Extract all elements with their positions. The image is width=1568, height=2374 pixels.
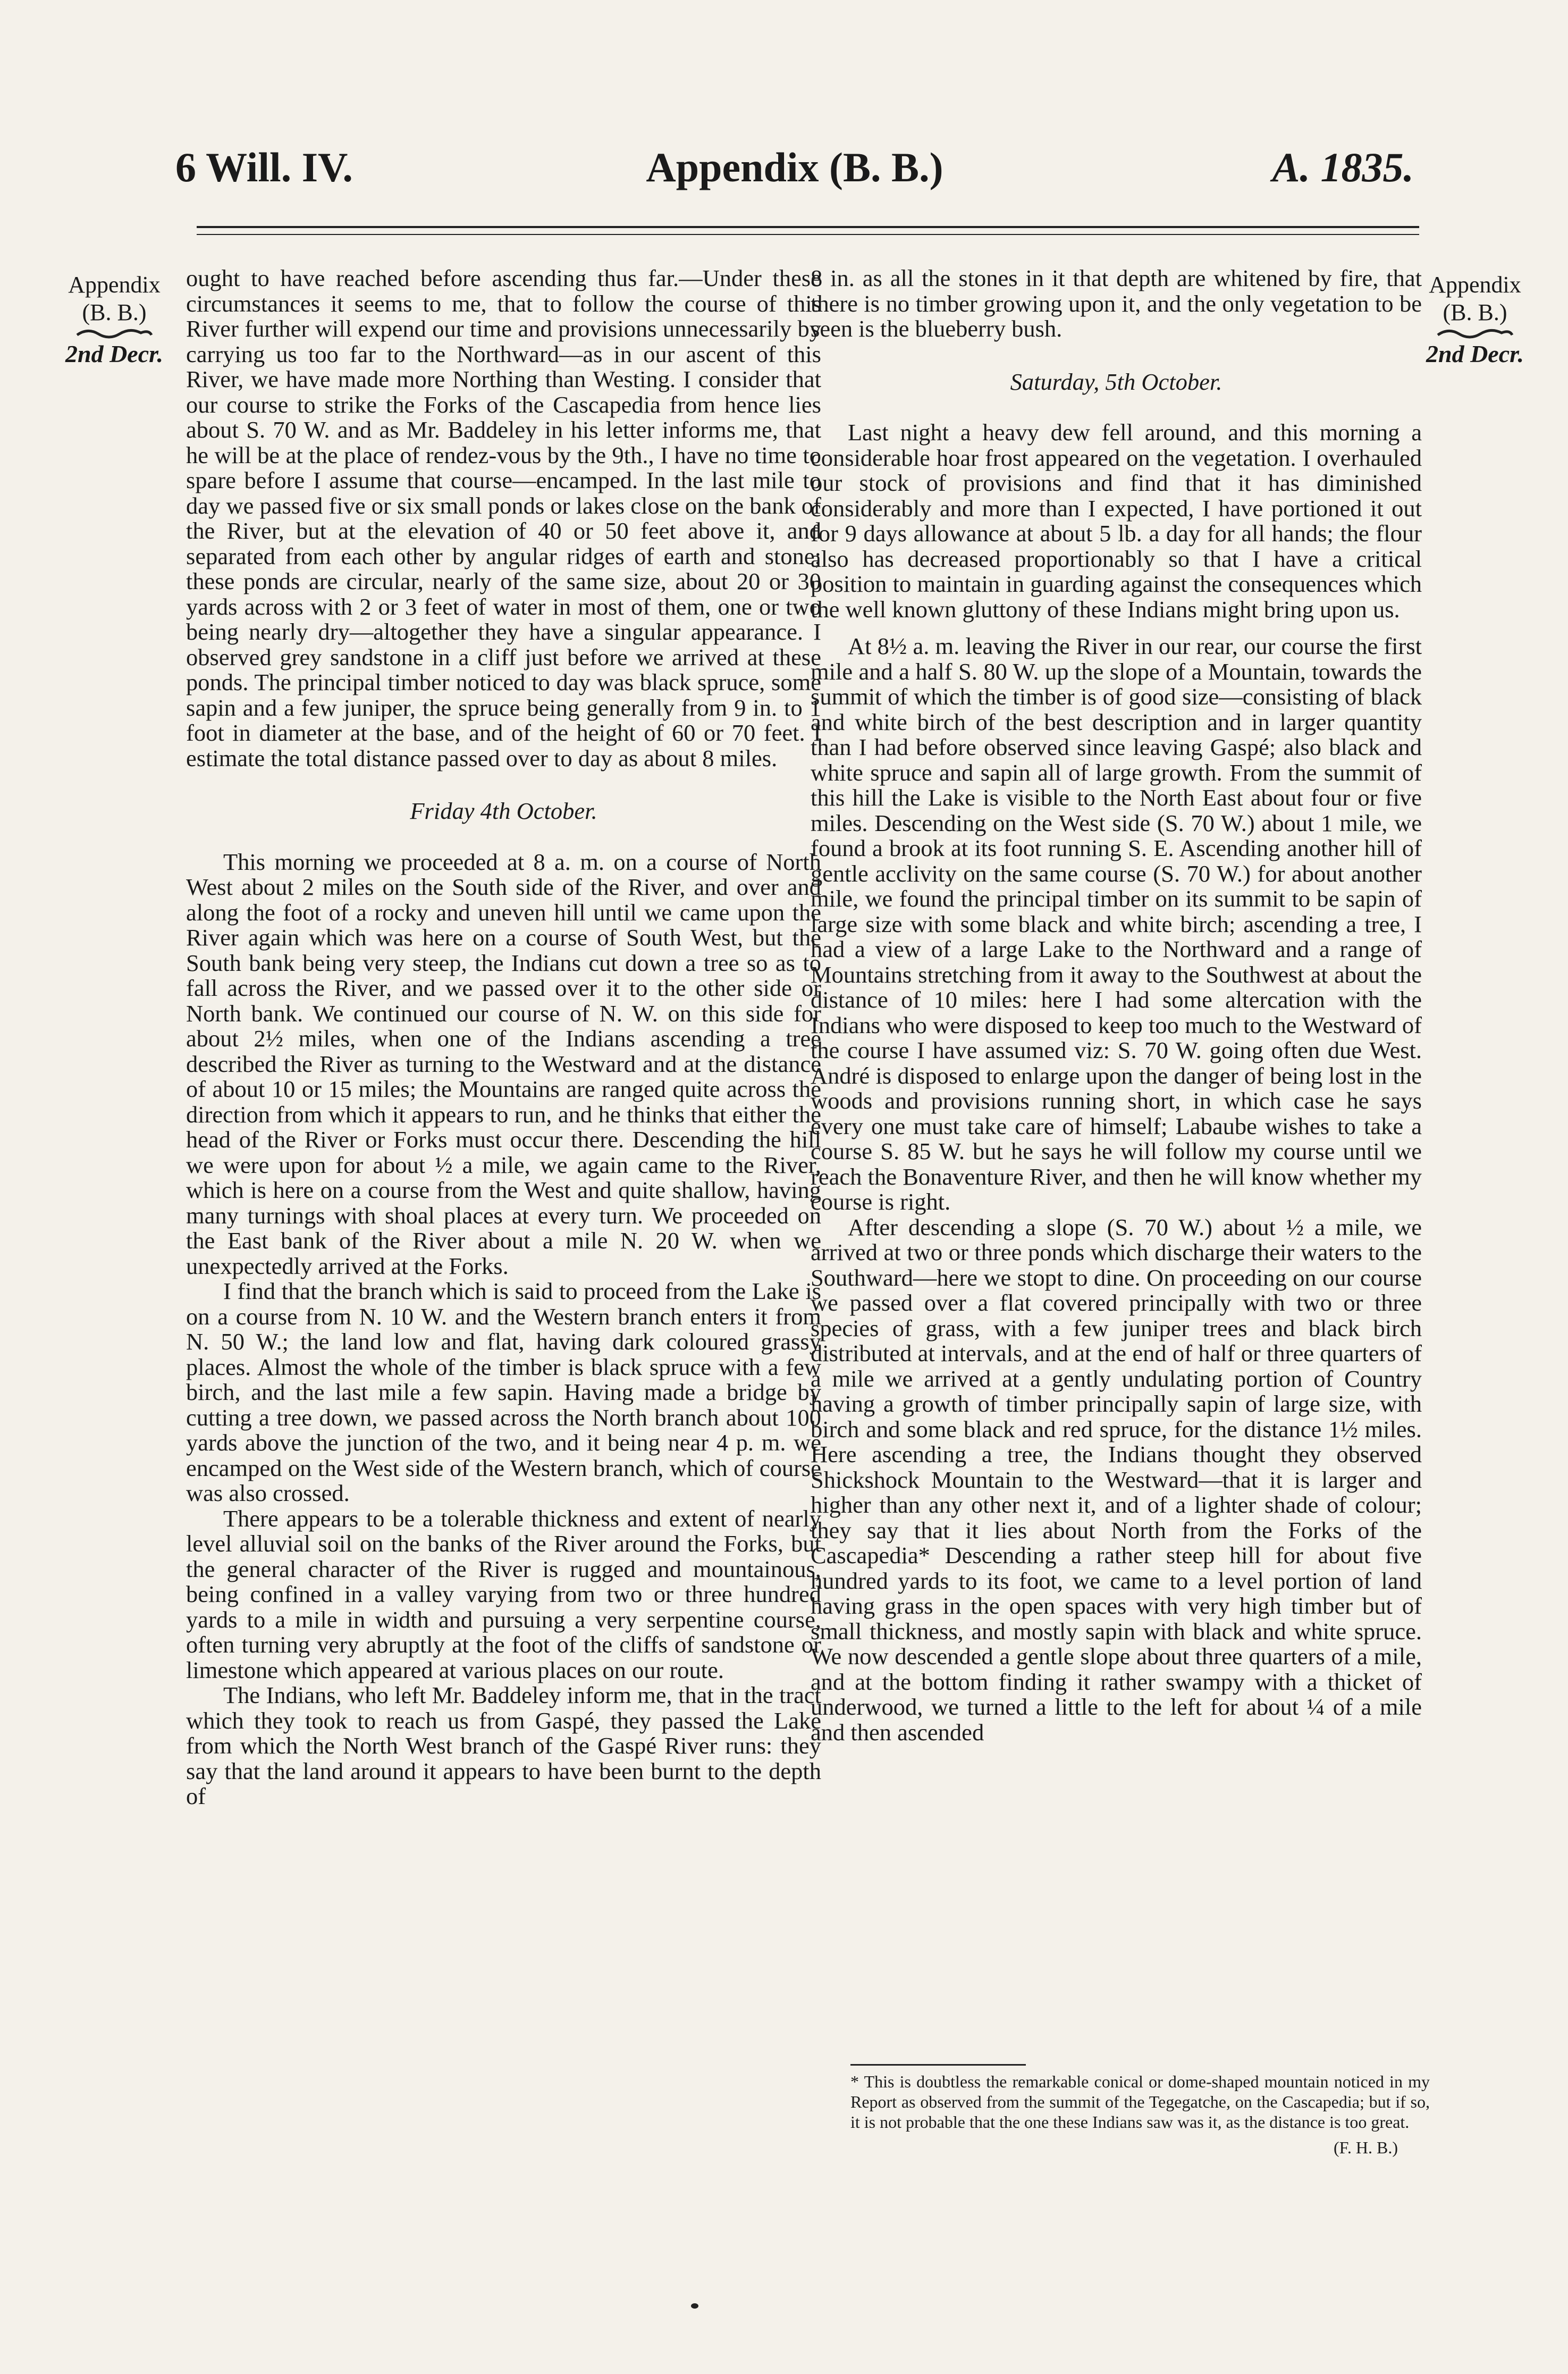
left-margin-note bbox=[56, 271, 173, 368]
appendix-title: Appendix (B. B.) bbox=[646, 144, 943, 190]
paragraph: Last night a heavy dew fell around, and this morning a considerable hoar frost appeared on the vegetation. I overhauled our stock of provisions and find that it has diminished considerably and more than I expected, I have portioned it out for 9 days allowance at about 5 lb. a day for all hands; the flour also has decreased proportionably so that I have a critical position to maintain in guarding against the consequences which the well known gluttony of these Indians might bring upon us. bbox=[811, 419, 1422, 623]
right-margin-note bbox=[1417, 271, 1533, 368]
page-mark bbox=[691, 2303, 698, 2309]
header-rule-thick bbox=[197, 226, 1419, 228]
right-column bbox=[811, 266, 1422, 1745]
margin-date-signature: 2nd Decr. bbox=[65, 340, 163, 367]
volume-label: 6 Will. IV. bbox=[175, 144, 353, 190]
margin-section-label: (B. B.) bbox=[82, 299, 147, 325]
margin-appendix-label: Appendix bbox=[1429, 272, 1521, 298]
margin-section-label: (B. B.) bbox=[1443, 299, 1507, 325]
paragraph: I find that the branch which is said to proceed from the Lake is on a course from N. 10 W. and the Western branch enters it from N. 50 W.; the land low and flat, having dark coloured grassy places. Almost the whole of the timber is black spruce with a few birch, and the last mile a few sapin. Having made a bridge by cutting a tree down, we passed across the North branch about 100 yards above the junction of the two, and it being near 4 p. m. we encamped on the West side of the Western branch, which of course was also crossed. bbox=[186, 1278, 821, 1506]
flourish-ornament bbox=[74, 326, 154, 340]
footnote bbox=[850, 2071, 1430, 2158]
paragraph: There appears to be a tolerable thickness and extent of nearly level alluvial soil on the banks of the River around the Forks, but the general character of the River is rugged and mountainous, being confined in a valley varying from two or three hundred yards to a mile in width and pursuing a very serpentine course, often turning very abruptly at the foot of the cliffs of sandstone or limestone which appeared at various places on our route. bbox=[186, 1505, 821, 1683]
running-header bbox=[175, 144, 1414, 202]
paragraph: 8 in. as all the stones in it that depth are whitened by fire, that there is no timber growing upon it, and the only vegetation to be seen is the blueberry bush. bbox=[811, 265, 1422, 342]
paragraph: At 8½ a. m. leaving the River in our rear, our course the first mile and a half S. 80 W. up the slope of a Mountain, towards the summit of which the timber is of good size—consisting of black and white birch of the best description and in larger quantity than I had before observed since leaving Gaspé; also black and white spruce and sapin all of large growth. From the summit of this hill the Lake is visible to the North East about four or five miles. Descending on the West side (S. 70 W.) about 1 mile, we found a brook at its foot running S. E. Ascending another hill of gentle acclivity on the same course (S. 70 W.) for about another mile, we found the principal timber on its summit to be sapin of large size with some black and white birch; ascending a tree, I had a view of a large Lake to the Northward and a range of Mountains stretching from it away to the Southwest at about the distance of 10 miles: here I had some altercation with the Indians who were disposed to keep too much to the Westward of the course I have assumed viz: S. 70 W. going often due West. André is disposed to enlarge upon the danger of being lost in the woods and provisions running short, in which case he says every one must take care of himself; Labaube wishes to take a course S. 85 W. but he says he will follow my course until we reach the Bonaventure River, and then he will know whether my course is right. bbox=[811, 633, 1422, 1215]
margin-date-signature: 2nd Decr. bbox=[1426, 340, 1524, 367]
paragraph: This morning we proceeded at 8 a. m. on a course of North West about 2 miles on the South side of the River, and over and along the foot of a rocky and uneven hill until we came upon the River again which was here on a course of South West, but the South bank being very steep, the Indians cut down a tree so as to fall across the River, and we passed over it to the other side or North bank. We continued our course of N. W. on this side for about 2½ miles, when one of the Indians ascending a tree described the River as turning to the Westward and at the distance of about 10 or 15 miles; the Mountains are ranged quite across the direction from which it appears to run, and he thinks that either the head of the River or Forks must occur there. Descending the hill we were upon for about ½ a mile, we again came to the River, which is here on a course from the West and quite shallow, having many turnings with shoal places at every turn. We proceeded on the East bank of the River about a mile N. 20 W. when we unexpectedly arrived at the Forks. bbox=[186, 848, 821, 1279]
paragraph: After descending a slope (S. 70 W.) about ½ a mile, we arrived at two or three ponds which discharge their waters to the Southward—here we stopt to dine. On proceeding on our course we passed over a flat covered principally with two or three species of grass, with a few juniper trees and black birch distributed at intervals, and at the end of half or three quarters of a mile we arrived at a gently undulating portion of Country having a growth of timber principally sapin of large size, with birch and some black and red spruce, for the distance 1½ miles. Here ascending a tree, the Indians thought they observed Shickshock Mountain to the Westward—that it is larger and higher than any other next it, and of a lighter shade of colour; they say that it lies about North from the Forks of the Cascapedia* Descending a rather steep hill for about five hundred yards to its foot, we came to a level portion of land having grass in the open spaces with very high timber but of small thickness, and mostly sapin with black and white spruce. We now descended a gentle slope about three quarters of a mile, and at the bottom finding it rather swampy with a thicket of underwood, we turned a little to the left for about ¼ of a mile and then ascended bbox=[811, 1213, 1422, 1746]
footnote-text: * This is doubtless the remarkable conical or dome-shaped mountain noticed in my Report as observed from the summit of the Tegegatche, on the Cascapedia; but if so, it is not probable that the one these Indians saw was it, as the distance is too great. bbox=[850, 2072, 1430, 2132]
footnote-signature: (F. H. B.) bbox=[1334, 2138, 1398, 2157]
date-heading: Saturday, 5th October. bbox=[1010, 368, 1223, 395]
footnote-rule bbox=[850, 2064, 1026, 2066]
paragraph: The Indians, who left Mr. Baddeley inform me, that in the tract which they took to reach us from Gaspé, they passed the Lake from which the North West branch of the Gaspé River runs: they say that the land around it appears to have been burnt to the depth of bbox=[186, 1682, 821, 1809]
flourish-ornament bbox=[1435, 326, 1515, 340]
margin-appendix-label: Appendix bbox=[68, 272, 161, 298]
header-rule-thin bbox=[197, 234, 1419, 235]
date-heading: Friday 4th October. bbox=[410, 798, 597, 824]
paragraph: ought to have reached before ascending thus far.—Under these circumstances it seems to me, that to follow the course of this River further will expend our time and provisions unnecessarily by carrying us too far to the Northward—as in our ascent of this River, we have made more Northing than Westing. I consider that our course to strike the Forks of the Cascapedia from hence lies about S. 70 W. and as Mr. Baddeley in his letter informs me, that he will be at the place of rendez-vous by the 9th., I have no time to spare before I assume that course—encamped. In the last mile to day we passed five or six small ponds or lakes close on the bank of the River, but at the elevation of 40 or 50 feet above it, and separated from each other by angular ridges of earth and stone; these ponds are circular, nearly of the same size, about 20 or 30 yards across with 2 or 3 feet of water in most of them, one or two being nearly dry—altogether they have a singular appearance. I observed grey sandstone in a cliff just before we arrived at these ponds. The principal timber noticed to day was black spruce, some sapin and a few juniper, the spruce being generally from 9 in. to 1 foot in diameter at the base, and of the height of 60 or 70 feet. I estimate the total distance passed over to day as about 8 miles. bbox=[186, 265, 821, 771]
year-label: A. 1835. bbox=[1272, 144, 1414, 190]
left-column bbox=[186, 266, 821, 1809]
